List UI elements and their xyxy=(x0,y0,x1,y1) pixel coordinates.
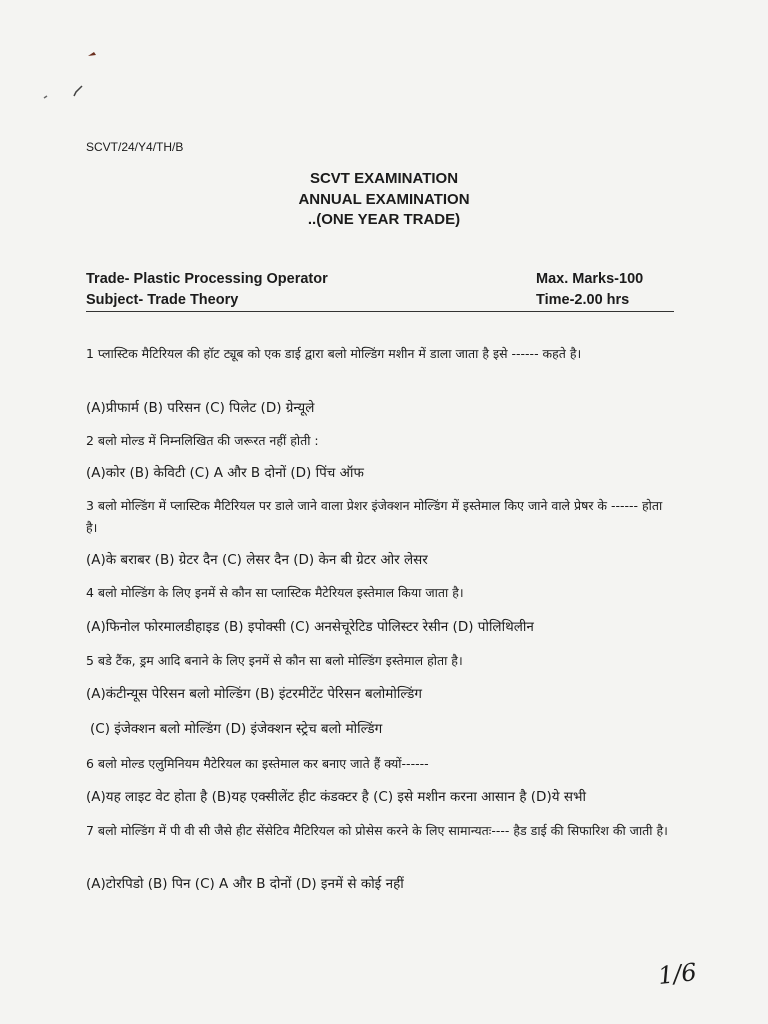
trade-type: ..(ONE YEAR TRADE) xyxy=(307,211,461,228)
time-allowed: Time-2.00 hrs xyxy=(536,292,630,308)
question-1-options: (A)प्रीफार्म (B) परिसन (C) पिलेट (D) ग्रेन्यूले xyxy=(86,400,315,416)
question-6: 6 बलो मोल्ड एलुमिनियम मैटेरियल का इस्तेमाल कर बनाए जाते हैं क्यों------ xyxy=(86,756,429,771)
exam-subtitle: ANNUAL EXAMINATION xyxy=(298,191,470,208)
question-4-options: (A)फिनोल फोरमालडीहाइड (B) इपोक्सी (C) अनसेचूरेटिड पोलिस्टर रेसीन (D) पोलिथिलीन xyxy=(86,619,534,635)
question-5-options-line-2: (C) इंजेक्शन बलो मोल्डिंग (D) इंजेक्शन स्ट्रेच बलो मोल्डिंग xyxy=(90,721,383,737)
question-3: 3 बलो मोल्डिंग में प्लास्टिक मैटिरियल पर डाले जाने वाला प्रेशर इंजेक्शन मोल्डिंग में इस्तेमाल किए जाने वाले प्रेषर के ------ होता है। xyxy=(86,498,663,535)
question-5-options-line-1: (A)कंटीन्यूस पेरिसन बलो मोल्डिंग (B) इंटरमीटेंट पेरिसन बलोमोल्डिंग xyxy=(86,686,422,702)
question-6-options: (A)यह लाइट वेट होता है (B)यह एक्सीलेंट हीट कंडक्टर है (C) इसे मशीन करना आसान है (D)ये सभी xyxy=(86,789,586,805)
trade-label: Trade- Plastic Processing Operator xyxy=(86,271,328,287)
question-3-options: (A)के बराबर (B) ग्रेटर दैन (C) लेसर दैन (D) केन बी ग्रेटर ओर लेसर xyxy=(86,552,428,568)
question-7: 7 बलो मोल्डिंग में पी वी सी जैसे हीट सेंसेटिव मैटिरियल को प्रोसेस करने के लिए सामान्यतः---- हैड डाई की सिफारिश की जाती है। xyxy=(86,823,668,838)
header-divider xyxy=(86,311,674,312)
subject-label: Subject- Trade Theory xyxy=(86,292,239,308)
question-4: 4 बलो मोल्डिंग के लिए इनमें से कौन सा प्लास्टिक मैटेरियल इस्तेमाल किया जाता है। xyxy=(86,585,464,600)
question-7-options: (A)टोरपिडो (B) पिन (C) A और B दोनों (D) इनमें से कोई नहीं xyxy=(86,876,404,892)
question-5: 5 बडे टैंक, ड्रम आदि बनाने के लिए इनमें से कौन सा बलो मोल्डिंग इस्तेमाल होता है। xyxy=(86,653,463,668)
page-number: 1/6 xyxy=(656,958,698,990)
question-1: 1 प्लास्टिक मैटिरियल की हॉट ट्यूब को एक डाई द्वारा बलो मोल्डिंग मशीन में डाला जाता है इसे ------ कहते है। xyxy=(86,346,582,361)
question-2-options: (A)कोर (B) केविटी (C) A और B दोनों (D) पिंच ऑफ xyxy=(86,465,364,481)
exam-title: SCVT EXAMINATION xyxy=(309,170,459,187)
max-marks: Max. Marks-100 xyxy=(536,271,644,287)
ink-mark-decoration xyxy=(36,40,116,110)
paper-code: SCVT/24/Y4/TH/B xyxy=(86,140,184,154)
question-2: 2 बलो मोल्ड में निम्नलिखित की जरूरत नहीं होती : xyxy=(86,433,319,448)
